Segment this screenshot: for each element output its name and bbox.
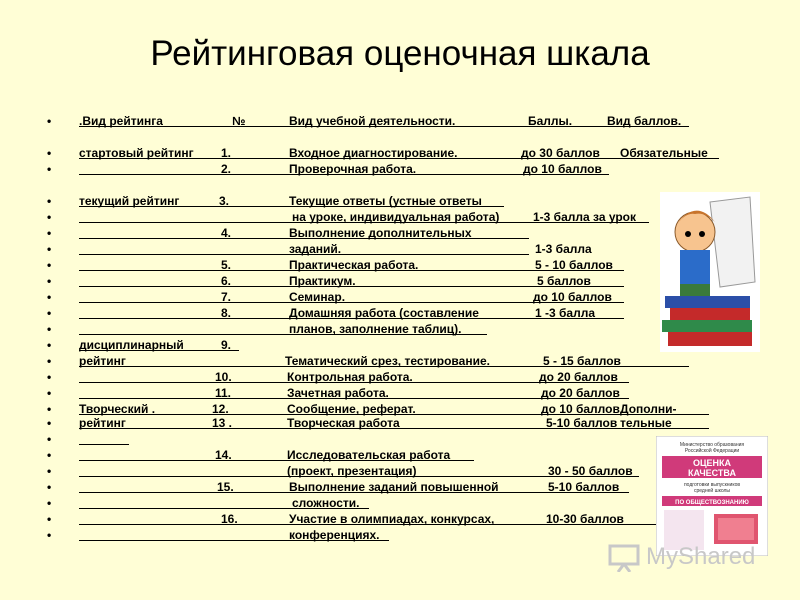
- list-item: [0, 370, 800, 386]
- page-title: Рейтинговая оценочная шкала: [150, 34, 650, 73]
- list-item: [0, 162, 800, 178]
- watermark-text: MyShared: [646, 543, 756, 570]
- book-cover-image: [656, 436, 768, 556]
- list-item: [0, 146, 800, 162]
- bullet: •: [47, 194, 52, 208]
- activity-type: Проверочная работа.: [289, 162, 417, 176]
- header-points: Баллы.: [528, 114, 573, 128]
- svg-text:Российской Федерации: Российской Федерации: [684, 448, 740, 454]
- activity-type: Контрольная работа.: [287, 370, 413, 384]
- points: до 10 баллов: [533, 290, 612, 304]
- activity-type: конференциях.: [289, 528, 380, 542]
- bullet: •: [47, 386, 52, 400]
- bullet: •: [47, 162, 52, 176]
- points: 5-10 баллов: [548, 480, 620, 494]
- points: 10-30 баллов: [546, 512, 624, 526]
- book-top-text: Министерство образования: [679, 442, 745, 448]
- header-rating-type: .Вид рейтинга: [79, 114, 163, 128]
- activity-type: Практикум.: [289, 274, 356, 288]
- points: 5-10 баллов: [546, 416, 618, 430]
- points-kind: Дополни-: [620, 402, 677, 416]
- rating-type: Творческий .: [79, 402, 156, 416]
- activity-type: Сообщение, реферат.: [287, 402, 416, 416]
- points: до 10 баллов: [523, 162, 602, 176]
- bullet: •: [47, 402, 52, 416]
- bullet: •: [47, 448, 52, 462]
- bullet: •: [47, 528, 52, 542]
- points: до 20 баллов: [539, 370, 618, 384]
- header-points-kind: Вид баллов.: [607, 114, 682, 128]
- activity-type: Домашняя работа (составление: [289, 306, 479, 320]
- points: 5 - 15 баллов: [543, 354, 621, 368]
- bullet: •: [47, 480, 52, 494]
- activity-type: Семинар.: [289, 290, 346, 304]
- rating-type: дисциплинарный: [79, 338, 184, 352]
- bullet: •: [47, 370, 52, 384]
- points: до 10 баллов: [541, 402, 620, 416]
- bullet: •: [47, 496, 52, 510]
- item-number: 13 .: [212, 416, 233, 430]
- points: до 30 баллов: [521, 146, 600, 160]
- bullet: •: [47, 512, 52, 526]
- bullet: •: [47, 416, 52, 430]
- activity-type: Выполнение заданий повышенной: [289, 480, 499, 494]
- item-number: 2.: [221, 162, 232, 176]
- svg-text:ПО ОБЩЕСТВОЗНАНИЮ: ПО ОБЩЕСТВОЗНАНИЮ: [675, 500, 749, 506]
- points: 1-3 балла за урок: [533, 210, 637, 224]
- item-number: 14.: [215, 448, 232, 462]
- list-item: [0, 416, 800, 432]
- header-activity: Вид учебной деятельности.: [289, 114, 456, 128]
- item-number: 7.: [221, 290, 232, 304]
- bullet: •: [47, 354, 52, 368]
- points: до 20 баллов: [541, 386, 620, 400]
- activity-type: Практическая работа.: [289, 258, 419, 272]
- item-number: 11.: [215, 386, 232, 400]
- item-number: 15.: [217, 480, 234, 494]
- svg-text:подготовки выпускников: подготовки выпускников: [683, 482, 741, 488]
- activity-type: Участие в олимпиадах, конкурсах,: [289, 512, 495, 526]
- points: 30 - 50 баллов: [548, 464, 633, 478]
- item-number: 1.: [221, 146, 232, 160]
- bullet: •: [47, 464, 52, 478]
- rating-type: рейтинг: [79, 354, 126, 368]
- bullet: •: [47, 322, 52, 336]
- item-number: 10.: [215, 370, 232, 384]
- bullet: •: [47, 290, 52, 304]
- item-number: 5.: [221, 258, 232, 272]
- bullet: •: [47, 242, 52, 256]
- rating-type: рейтинг: [79, 416, 126, 430]
- myshared-watermark: [608, 540, 768, 574]
- points-kind: тельные: [620, 416, 672, 430]
- svg-text:средней школы: средней школы: [693, 488, 731, 494]
- points: 5 баллов: [537, 274, 591, 288]
- item-number: 8.: [221, 306, 232, 320]
- item-number: 3.: [219, 194, 230, 208]
- points: 5 - 10 баллов: [535, 258, 613, 272]
- activity-type: Тематический срез, тестирование.: [285, 354, 490, 368]
- activity-type: Входное диагностирование.: [289, 146, 458, 160]
- bullet: •: [47, 210, 52, 224]
- bullet: •: [47, 114, 52, 128]
- activity-type: сложности.: [292, 496, 360, 510]
- row-underline: [79, 444, 129, 445]
- item-number: 6.: [221, 274, 232, 288]
- boy-with-books-illustration: [650, 192, 760, 352]
- bullet: •: [47, 338, 52, 352]
- item-number: 4.: [221, 226, 232, 240]
- svg-text:КАЧЕСТВА: КАЧЕСТВА: [688, 468, 736, 478]
- item-number: 16.: [221, 512, 238, 526]
- points-kind: Обязательные: [620, 146, 708, 160]
- rating-type: стартовый рейтинг: [79, 146, 194, 160]
- activity-type: Творческая работа: [287, 416, 400, 430]
- bullet: •: [47, 258, 52, 272]
- points: 1 -3 балла: [535, 306, 596, 320]
- activity-type: на уроке, индивидуальная работа): [292, 210, 500, 224]
- list-item: [0, 386, 800, 402]
- header-number: №: [232, 114, 246, 128]
- activity-type: заданий.: [289, 242, 342, 256]
- activity-type: (проект, презентация): [287, 464, 417, 478]
- bullet: •: [47, 226, 52, 240]
- bullet: •: [47, 274, 52, 288]
- activity-type: Исследовательская работа: [287, 448, 451, 462]
- svg-text:ОЦЕНКА: ОЦЕНКА: [692, 458, 732, 468]
- activity-type: Зачетная работа.: [287, 386, 389, 400]
- item-number: 12.: [212, 402, 229, 416]
- item-number: 9.: [221, 338, 232, 352]
- bullet: •: [47, 432, 52, 446]
- activity-type: планов, заполнение таблиц).: [289, 322, 462, 336]
- activity-type: Выполнение дополнительных: [289, 226, 472, 240]
- bullet: •: [47, 306, 52, 320]
- bullet: •: [47, 146, 52, 160]
- list-item: [0, 354, 800, 370]
- list-header-row: [0, 114, 800, 130]
- points: 1-3 балла: [535, 242, 592, 256]
- activity-type: Текущие ответы (устные ответы: [289, 194, 482, 208]
- rating-type: текущий рейтинг: [79, 194, 180, 208]
- header-underline: [79, 126, 689, 127]
- presentation-icon: [608, 542, 642, 572]
